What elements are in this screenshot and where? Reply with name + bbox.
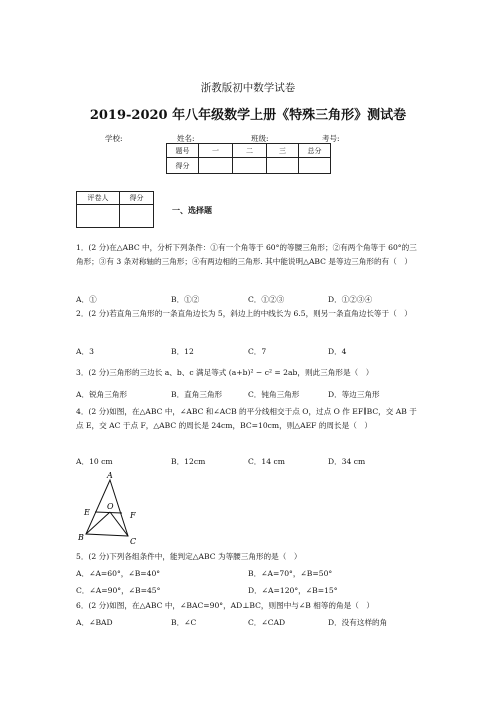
- section-title: 一、选择题: [172, 205, 212, 215]
- grader-header: 评卷人: [77, 192, 120, 205]
- option: B．12: [171, 347, 194, 356]
- grader-table: [76, 191, 154, 228]
- option: D．没有这样的角: [328, 618, 388, 627]
- option: C．①②③: [248, 295, 285, 304]
- option: C．14 cm: [248, 457, 285, 466]
- exam-number-label: 考号:: [322, 134, 340, 143]
- option: D．4: [328, 347, 347, 356]
- option: A．∠A=60°，∠B=40°: [76, 569, 161, 578]
- question-5: 5．(2 分)下列各组条件中，能判定△ABC 为等腰三角形的是（ ）: [76, 552, 302, 561]
- label-a: A: [107, 471, 113, 480]
- label-c: C: [130, 537, 137, 546]
- score-cell: [199, 158, 233, 174]
- school-label: 学校:: [105, 134, 123, 143]
- question-6: 6．(2 分)如图，在△ABC 中，∠BAC=90°，AD⊥BC，则图中与∠B 相等的角是（ ）: [76, 601, 374, 610]
- option: D．34 cm: [328, 457, 366, 466]
- score-header: 总分: [299, 144, 331, 158]
- option: C．∠A=90°，∠B=45°: [76, 586, 161, 595]
- exam-subtitle: 浙教版初中数学试卷: [200, 82, 296, 94]
- option: B．∠C: [171, 618, 197, 627]
- option: A．3: [76, 347, 94, 356]
- label-f: F: [130, 511, 136, 520]
- score-cell: [233, 158, 267, 174]
- score-cell: [267, 158, 299, 174]
- label-o: O: [107, 502, 114, 511]
- score-header: 题号: [167, 144, 199, 158]
- option: B．直角三角形: [171, 390, 223, 399]
- option: D．①②③④: [328, 295, 373, 304]
- question-1: 1．(2 分)在△ABC 中，分析下列条件：①有一个角等于 60°的等腰三角形；②有两个角等于 60°的三角形；③有 3 条对称轴的三角形；④有两边相的三角形. 其中能说明△ABC 是等边三角形的有（ ）: [76, 243, 417, 266]
- option: D．等边三角形: [328, 390, 380, 399]
- class-label: 班级:: [251, 134, 269, 143]
- score-header: 三: [267, 144, 299, 158]
- option: C．∠CAD: [248, 618, 286, 627]
- grader-cell: [120, 205, 154, 228]
- option: B．①②: [171, 295, 200, 304]
- option: B．∠A=70°，∠B=50°: [248, 569, 333, 578]
- option: A．锐角三角形: [76, 390, 128, 399]
- score-table: [166, 143, 331, 174]
- grader-cell: [77, 205, 120, 228]
- exam-title: 2019-2020 年八年级数学上册《特殊三角形》测试卷: [89, 108, 407, 123]
- score-header: 一: [199, 144, 233, 158]
- question-4: 4．(2 分)如图，在△ABC 中，∠ABC 和∠ACB 的平分线相交于点 O，过点 O 作 EF∥BC，交 AB 于点 E，交 AC 于点 F，△ABC 的周长是 24cm，BC=10cm，则△AEF 的周长是（ ）: [76, 407, 417, 430]
- score-row-label: 得分: [167, 158, 199, 174]
- name-label: 姓名:: [177, 134, 195, 143]
- label-e: E: [84, 508, 90, 517]
- option: A．10 cm: [76, 457, 113, 466]
- segment-co: [110, 512, 128, 536]
- score-cell: [299, 158, 331, 174]
- question-2: 2．(2 分)若直角三角形的一条直角边长为 5，斜边上的中线长为 6.5，则另一条直角边长等于（ ）: [76, 309, 412, 318]
- option: A．①: [76, 295, 97, 304]
- option: D．∠A=120°，∠B=15°: [248, 586, 338, 595]
- question-3: 3．(2 分)三角形的三边长 a、b、c 满足等式 (a+b)² − c² = 2ab，则此三角形是（ ）: [76, 368, 374, 377]
- score-header: 二: [233, 144, 267, 158]
- option: B．12cm: [171, 457, 206, 466]
- option: C．钝角三角形: [248, 390, 300, 399]
- option: A．∠BAD: [76, 618, 113, 627]
- triangle-figure: [78, 470, 150, 546]
- option: C．7: [248, 347, 267, 356]
- grader-score-header: 得分: [120, 192, 154, 205]
- label-b: B: [78, 533, 84, 542]
